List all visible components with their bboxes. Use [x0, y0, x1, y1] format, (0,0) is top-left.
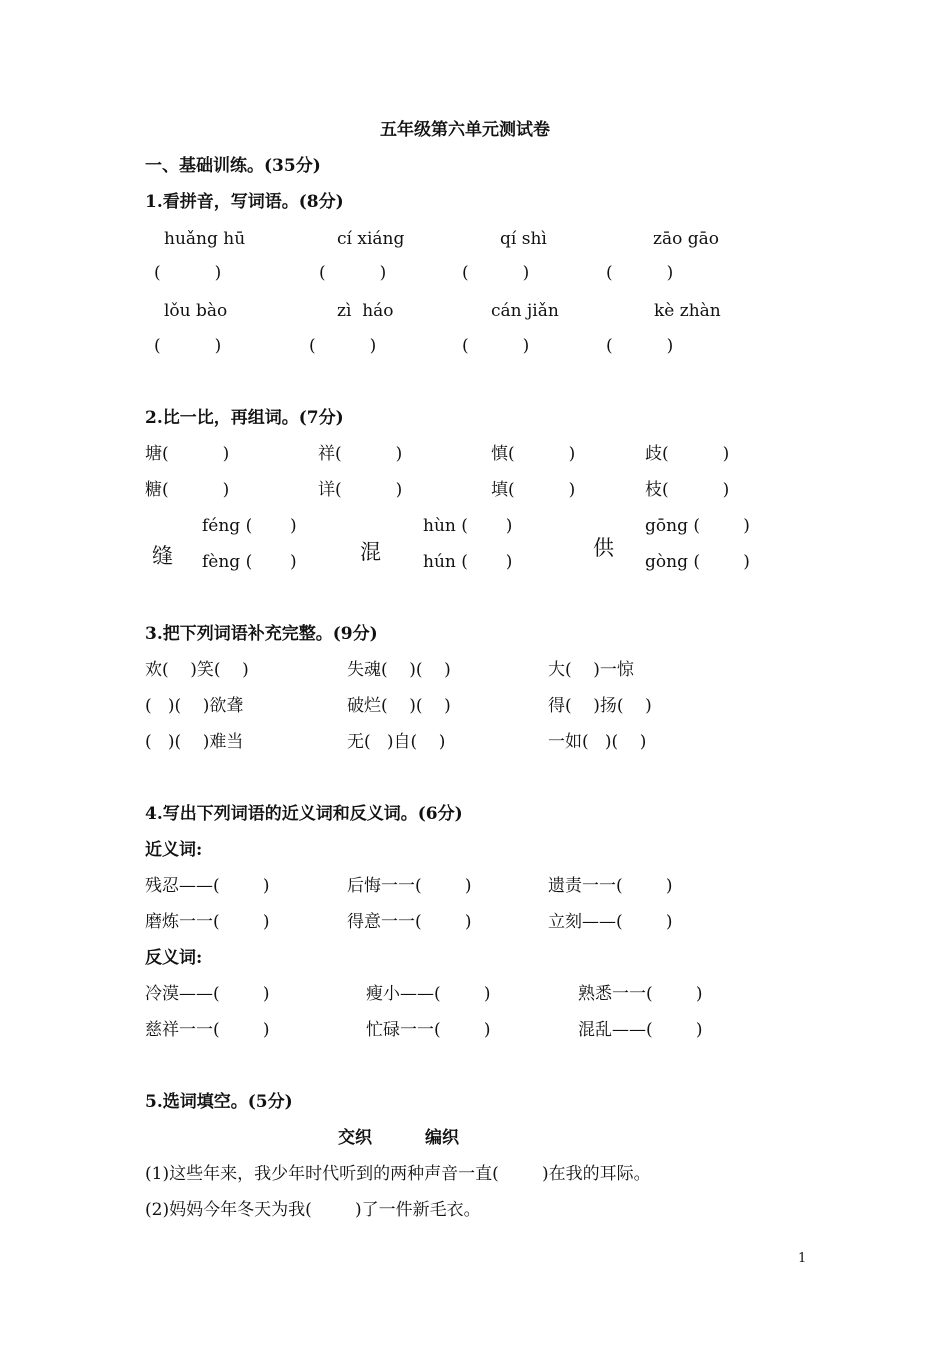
pinyin-item: zāo gāo	[653, 229, 719, 249]
answer-blank[interactable]: ( )	[606, 336, 674, 356]
answer-blank[interactable]: ( )	[154, 336, 222, 356]
polyphone-blank[interactable]: hún ( )	[423, 552, 513, 572]
antonym-item[interactable]: 冷漠——( )	[145, 984, 270, 1004]
compare-item[interactable]: 塘( )	[145, 444, 230, 464]
fill-sentence[interactable]: (1)这些年来，我少年时代听到的两种声音一直( )在我的耳际。	[145, 1164, 651, 1184]
synonym-item[interactable]: 残忍——( )	[145, 876, 270, 896]
answer-blank[interactable]: ( )	[319, 263, 387, 283]
antonym-label: 反义词:	[145, 948, 203, 968]
answer-blank[interactable]: ( )	[154, 263, 222, 283]
compare-item[interactable]: 枝( )	[645, 480, 730, 500]
pinyin-item: lǒu bào	[164, 301, 228, 321]
pinyin-item: kè zhàn	[654, 301, 721, 321]
q1-heading: 1.看拼音，写词语。(8分)	[145, 192, 344, 212]
pinyin-item: huǎng hū	[164, 229, 246, 249]
idiom-item[interactable]: 欢( )笑( )	[145, 660, 249, 680]
polyphone-blank[interactable]: hùn ( )	[423, 516, 513, 536]
compare-item[interactable]: 祥( )	[318, 444, 403, 464]
pinyin-item: cán jiǎn	[491, 301, 559, 321]
antonym-item[interactable]: 瘦小——( )	[366, 984, 491, 1004]
idiom-item[interactable]: 破烂( )( )	[347, 696, 451, 716]
idiom-item[interactable]: 无( )自( )	[347, 732, 446, 752]
idiom-item[interactable]: 得( )扬( )	[548, 696, 652, 716]
antonym-item[interactable]: 慈祥一一( )	[145, 1020, 270, 1040]
pinyin-item: qí shì	[500, 229, 547, 249]
synonym-item[interactable]: 磨炼一一( )	[145, 912, 270, 932]
q5-heading: 5.选词填空。(5分)	[145, 1092, 293, 1112]
synonym-item[interactable]: 遗责一一( )	[548, 876, 673, 896]
idiom-item[interactable]: 大( )一惊	[548, 660, 634, 680]
word-option: 编织	[425, 1128, 459, 1148]
compare-item[interactable]: 歧( )	[645, 444, 730, 464]
q2-heading: 2.比一比，再组词。(7分)	[145, 408, 344, 428]
synonym-label: 近义词:	[145, 840, 203, 860]
fill-sentence[interactable]: (2)妈妈今年冬天为我( )了一件新毛衣。	[145, 1200, 481, 1220]
polyphone-blank[interactable]: gòng ( )	[645, 552, 750, 572]
compare-item[interactable]: 详( )	[318, 480, 403, 500]
pinyin-item: cí xiáng	[337, 229, 405, 249]
word-option: 交织	[338, 1128, 372, 1148]
antonym-item[interactable]: 熟悉一一( )	[578, 984, 703, 1004]
page-number: 1	[798, 1251, 807, 1266]
antonym-item[interactable]: 混乱——( )	[578, 1020, 703, 1040]
page-title: 五年级第六单元测试卷	[380, 120, 550, 140]
compare-item[interactable]: 填( )	[491, 480, 576, 500]
pinyin-item: zì háo	[337, 301, 394, 321]
idiom-item[interactable]: ( )( )欲聋	[145, 696, 244, 716]
polyphone-char: 供	[593, 536, 614, 560]
antonym-item[interactable]: 忙碌一一( )	[366, 1020, 491, 1040]
answer-blank[interactable]: ( )	[462, 263, 530, 283]
synonym-item[interactable]: 后悔一一( )	[347, 876, 472, 896]
polyphone-blank[interactable]: féng ( )	[202, 516, 297, 536]
synonym-item[interactable]: 立刻——( )	[548, 912, 673, 932]
idiom-item[interactable]: ( )( )难当	[145, 732, 244, 752]
section-heading-basics: 一、基础训练。(35分)	[145, 156, 321, 176]
answer-blank[interactable]: ( )	[606, 263, 674, 283]
polyphone-blank[interactable]: gōng ( )	[645, 516, 750, 536]
idiom-item[interactable]: 失魂( )( )	[347, 660, 451, 680]
idiom-item[interactable]: 一如( )( )	[548, 732, 647, 752]
q3-heading: 3.把下列词语补充完整。(9分)	[145, 624, 378, 644]
synonym-item[interactable]: 得意一一( )	[347, 912, 472, 932]
polyphone-blank[interactable]: fèng ( )	[202, 552, 297, 572]
compare-item[interactable]: 慎( )	[491, 444, 576, 464]
polyphone-char: 缝	[152, 544, 173, 568]
polyphone-char: 混	[360, 540, 381, 564]
answer-blank[interactable]: ( )	[462, 336, 530, 356]
q4-heading: 4.写出下列词语的近义词和反义词。(6分)	[145, 804, 463, 824]
compare-item[interactable]: 糖( )	[145, 480, 230, 500]
answer-blank[interactable]: ( )	[309, 336, 377, 356]
